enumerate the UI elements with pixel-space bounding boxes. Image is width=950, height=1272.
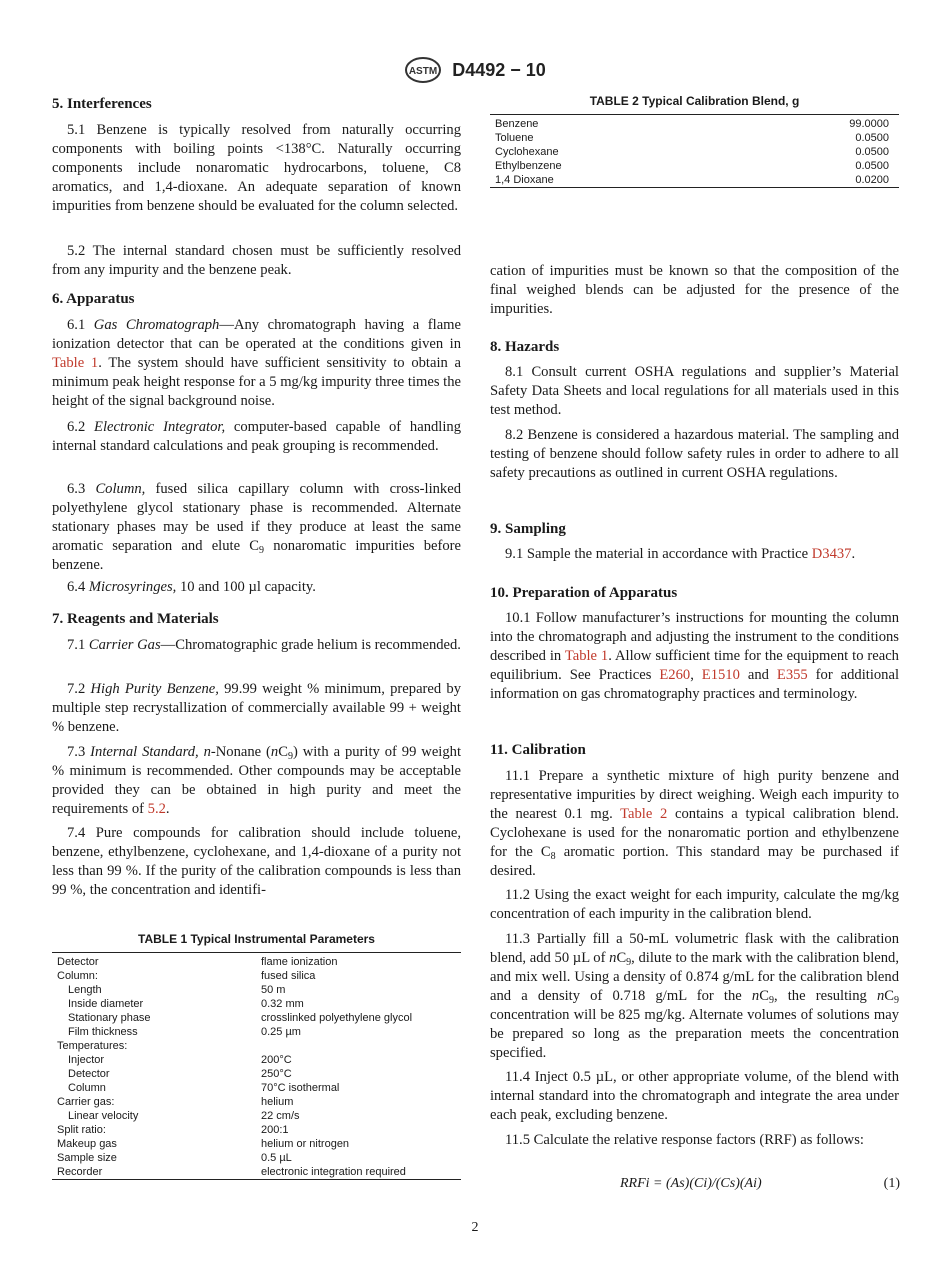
equation-1	[620, 1176, 900, 1192]
paragraph-6-4: 6.4 Microsyringes, 10 and 100 µl capacity.	[67, 579, 316, 595]
table-row	[52, 1053, 461, 1067]
table-row	[52, 953, 461, 970]
paragraph-6-3: 6.3 Column, fused silica capillary column with cross-linked polyethylene glycol stationary phase is recommended. Alternate stationary phases may be used if they produce at least the same aromatic separation and elute $C_9$ nonaromatic impurities before benzene.	[52, 481, 461, 573]
table-row	[490, 131, 899, 145]
paragraph-5-2: 5.2 The internal standard chosen must be sufficiently resolved from any impurity and the benzene peak.	[52, 243, 461, 278]
row-value: 0.5 µL	[261, 1152, 292, 1164]
section-heading: 8. Hazards	[490, 339, 560, 355]
table-row	[52, 1109, 461, 1123]
row-label: Column:	[57, 970, 98, 982]
table-1-link[interactable]: Table 1	[52, 355, 99, 371]
row-value: 0.0500	[855, 160, 889, 172]
section-5	[52, 95, 461, 114]
row-value: helium or nitrogen	[261, 1138, 350, 1150]
table-row	[52, 1039, 461, 1053]
table-row	[490, 145, 899, 159]
equation-number: (1)	[883, 1176, 900, 1191]
equation-text: RRFi = (As)(Ci)/(Cs)(Ai)	[620, 1176, 762, 1191]
row-label: Inside diameter	[68, 998, 144, 1010]
table-row	[52, 983, 461, 997]
table-row	[52, 1123, 461, 1137]
table-row	[52, 1081, 461, 1095]
row-value: flame ionization	[261, 953, 461, 970]
row-label: 1,4 Dioxane	[495, 174, 554, 186]
paragraph-7-1: 7.1 Carrier Gas—Chromatographic grade helium is recommended.	[67, 637, 461, 653]
document-header	[0, 56, 950, 84]
row-label: Column	[68, 1082, 106, 1094]
row-label: Toluene	[495, 132, 534, 144]
row-label: Detector	[52, 953, 261, 970]
row-value: 50 m	[261, 984, 286, 996]
page-number: 2	[471, 1220, 479, 1235]
table-2-body	[490, 115, 899, 188]
row-label: Film thickness	[68, 1026, 138, 1038]
paragraph-9-1: 9.1 Sample the material in accordance with Practice D3437.	[505, 546, 856, 562]
table-row	[52, 969, 461, 983]
row-value: helium	[261, 1096, 294, 1108]
standard-designation: D4492 − 10	[452, 59, 546, 80]
paragraph-7-4-continued: cation of impurities must be known so that the composition of the final weighed blends can be adjusted for the presence of the impurities.	[490, 263, 899, 317]
table-1-caption: TABLE 1 Typical Instrumental Parameters	[138, 932, 375, 946]
paragraph-11-3: 11.3 Partially fill a 50-mL volumetric flask with the calibration blend, add 50 µL of $nC_9$, dilute to the mark with the calibration blend, and mix well. Using a density of 0.874 g/mL for the calibration blend and a density of 0.718 g/mL for the $nC_9$, the resulting $nC_9$ concentration will be 825 mg/kg. Alternate volumes of solutions may be prepared so long as the preparation meets the concentration specified.	[490, 931, 900, 1061]
paragraph-7-4: 7.4 Pure compounds for calibration should include toluene, benzene, ethylbenzene, cyclohexane, and 1,4-dioxane of a purity not less than 99 %. If the purity of the calibration compounds is less than 99 %, the concentration and identifi-	[52, 825, 461, 898]
row-label: Sample size	[57, 1152, 117, 1164]
row-label: Recorder	[57, 1166, 103, 1178]
e1510-link[interactable]: E1510	[701, 667, 740, 683]
row-value: 0.0500	[855, 132, 889, 144]
table-row	[52, 1095, 461, 1109]
row-label: Makeup gas	[57, 1138, 117, 1150]
table-1	[52, 932, 461, 1180]
row-label: Length	[68, 984, 102, 996]
row-value: 22 cm/s	[261, 1110, 300, 1122]
row-label: Detector	[68, 1068, 110, 1080]
paragraph-7-2: 7.2 High Purity Benzene, 99.99 weight % minimum, prepared by multiple step recrystallization of commercially available 99 + weight % benzene.	[52, 681, 461, 735]
row-label: Split ratio:	[57, 1124, 106, 1136]
row-value: 250°C	[261, 1068, 292, 1080]
row-value	[261, 1039, 461, 1053]
row-value: 0.0500	[855, 146, 889, 158]
table-row	[52, 1025, 461, 1039]
table-row	[52, 1011, 461, 1025]
row-value: 200°C	[261, 1054, 292, 1066]
row-label: Ethylbenzene	[495, 160, 562, 172]
section-heading: 11. Calibration	[490, 742, 586, 758]
table-row	[52, 1067, 461, 1081]
row-label: Carrier gas:	[57, 1096, 115, 1108]
paragraph-8-1: 8.1 Consult current OSHA regulations and supplier’s Material Safety Data Sheets and local regulations for all materials used in this test method.	[490, 364, 899, 418]
section-5-2-link[interactable]: 5.2	[147, 801, 166, 817]
table-row	[490, 159, 899, 173]
row-value: 200:1	[261, 1124, 289, 1136]
row-value: 0.32 mm	[261, 998, 304, 1010]
paragraph-8-2: 8.2 Benzene is considered a hazardous material. The sampling and testing of benzene should follow safety rules in order to adhere to all safety precautions as outlined in current OSHA regulations.	[490, 427, 899, 481]
table-row	[490, 173, 899, 188]
section-heading: 6. Apparatus	[52, 291, 135, 307]
section-heading: 10. Preparation of Apparatus	[490, 585, 678, 601]
table-row	[52, 1165, 461, 1180]
row-label: Temperatures:	[57, 1040, 128, 1052]
paragraph-11-1: 11.1 Prepare a synthetic mixture of high purity benzene and representative impurities by direct weighing. Weigh each impurity to the nearest 0.1 mg. Table 2 contains a typical calibration blend. Cyclohexane is used for the nonaromatic portion and ethylbenzene for the $C_8$ aromatic portion. This standard may be purchased if desired.	[490, 768, 899, 879]
table-1-link[interactable]: Table 1	[564, 648, 609, 664]
row-label: Linear velocity	[68, 1110, 139, 1122]
e260-link[interactable]: E260	[659, 667, 691, 683]
paragraph-10-1: 10.1 Follow manufacturer’s instructions for mounting the column into the chromatograph and adjusting the instrument to the conditions described in Table 1. Allow sufficient time for the equipment to reach equilibrium. See Practices E260, E1510 and E355 for additional information on gas chromatography practices and terminology.	[490, 610, 900, 702]
d3437-link[interactable]: D3437	[811, 546, 852, 562]
svg-text:ASTM: ASTM	[409, 66, 438, 77]
row-label: Cyclohexane	[495, 146, 559, 158]
paragraph-6-1: 6.1 Gas Chromatograph—Any chromatograph having a flame ionization detector that can be operated at the conditions given in Table 1. The system should have sufficient sensitivity to obtain a minimum peak height response for a 5 mg/kg impurity three times the height of the signal background noise.	[52, 317, 461, 409]
paragraph-11-2: 11.2 Using the exact weight for each impurity, calculate the mg/kg concentration of each impurity in the calibration blend.	[490, 887, 899, 922]
table-2	[490, 94, 899, 188]
row-value: electronic integration required	[261, 1166, 406, 1178]
e355-link[interactable]: E355	[776, 667, 808, 683]
row-label: Benzene	[490, 115, 731, 132]
table-1-body	[52, 953, 461, 1180]
row-label: Stationary phase	[68, 1012, 151, 1024]
row-value: crosslinked polyethylene glycol	[261, 1012, 413, 1024]
section-heading: 7. Reagents and Materials	[52, 611, 219, 627]
astm-logo-icon	[404, 56, 442, 84]
table-2-caption: TABLE 2 Typical Calibration Blend, g	[589, 94, 800, 108]
table-row	[490, 115, 899, 132]
row-value: 0.0200	[855, 174, 889, 186]
row-value: fused silica	[261, 970, 316, 982]
row-value: 99.0000	[731, 115, 899, 132]
section-heading: 5. Interferences	[52, 96, 152, 112]
table-row	[52, 1137, 461, 1151]
paragraph-6-2: 6.2 Electronic Integrator, computer-based capable of handling internal standard calculations and peak grouping is recommended.	[52, 419, 461, 454]
paragraph-5-1: 5.1 Benzene is typically resolved from naturally occurring components with boiling points <138°C. Naturally occurring components include nonaromatic hydrocarbons, toluene, C8 aromatics, and 1,4-dioxane. An adequate separation of known impurities from benzene should be evaluated for the column selected.	[52, 122, 461, 214]
section-heading: 9. Sampling	[490, 521, 566, 537]
row-value: 70°C isothermal	[261, 1082, 340, 1094]
paragraph-11-4: 11.4 Inject 0.5 µL, or other appropriate volume, of the blend with internal standard into the chromatograph and integrate the area under each peak, excluding benzene.	[490, 1069, 899, 1123]
paragraph-11-5: 11.5 Calculate the relative response factors (RRF) as follows:	[505, 1132, 864, 1148]
table-2-link[interactable]: Table 2	[620, 806, 668, 822]
paragraph-7-3: 7.3 Internal Standard, n-Nonane $(nC_9)$ with a purity of 99 weight % minimum is recommended. Other compounds may be acceptable provided they can be obtained in high purity and meet the requirements of 5.2.	[52, 744, 461, 817]
row-label: Injector	[68, 1054, 105, 1066]
table-row	[52, 1151, 461, 1165]
row-value: 0.25 µm	[261, 1026, 301, 1038]
table-row	[52, 997, 461, 1011]
